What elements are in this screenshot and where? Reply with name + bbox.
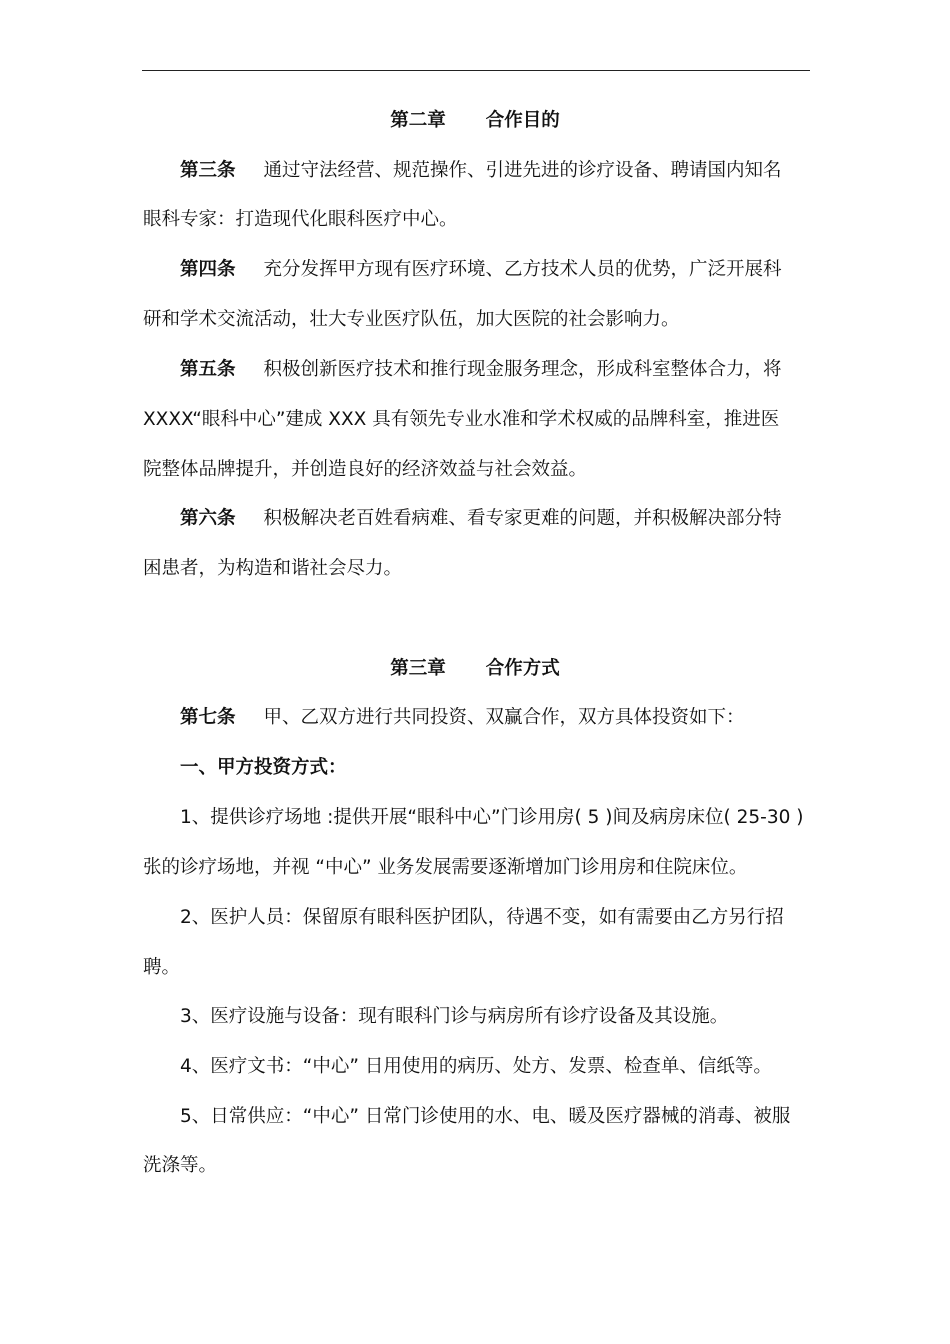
article-text: 甲、乙双方进行共同投资、双赢合作，双方具体投资如下： <box>263 707 745 728</box>
article-text: 充分发挥甲方现有医疗环境、乙方技术人员的优势，广泛开展科 <box>263 259 782 280</box>
chapter-title: 合作方式 <box>485 658 560 679</box>
chapter-2-heading <box>0 109 950 133</box>
article-text: 积极解决老百姓看病难、看专家更难的问题，并积极解决部分特 <box>263 508 782 529</box>
article-5 <box>180 358 860 382</box>
paragraph-line: 院整体品牌提升，并创造良好的经济效益与社会效益。 <box>143 459 588 480</box>
article-text: 积极创新医疗技术和推行现金服务理念，形成科室整体合力，将 <box>263 359 782 380</box>
article-6 <box>180 507 860 531</box>
item-4: 4、医疗文书：“中心” 日用使用的病历、处方、发票、检查单、信纸等。 <box>180 1056 772 1077</box>
paragraph-line: 张的诊疗场地，并视 “中心” 业务发展需要逐渐增加门诊用房和住院床位。 <box>143 857 748 878</box>
chapter-3-heading <box>0 657 950 681</box>
header-rule <box>142 70 810 71</box>
paragraph-line: 研和学术交流活动，壮大专业医疗队伍，加大医院的社会影响力。 <box>143 309 680 330</box>
article-4 <box>180 258 860 282</box>
paragraph-line: 洗涤等。 <box>143 1155 218 1176</box>
article-label: 第七条 <box>180 707 236 728</box>
article-3 <box>180 159 860 183</box>
paragraph-line: 聘。 <box>143 957 181 978</box>
party-a-heading: 一、甲方投资方式： <box>180 757 347 778</box>
article-label: 第三条 <box>180 160 236 181</box>
item-1: 1、提供诊疗场地 :提供开展“眼科中心”门诊用房( 5 )间及病房床位( 25-30 ) <box>180 807 804 828</box>
chapter-title: 合作目的 <box>485 110 560 131</box>
article-7 <box>180 706 860 730</box>
article-label: 第六条 <box>180 508 236 529</box>
paragraph-line: 困患者，为构造和谐社会尽力。 <box>143 558 403 579</box>
article-label: 第五条 <box>180 359 236 380</box>
article-label: 第四条 <box>180 259 236 280</box>
chapter-number: 第二章 <box>390 110 446 131</box>
paragraph-line: XXXX“眼科中心”建成 XXX 具有领先专业水准和学术权威的品牌科室，推进医 <box>143 409 780 430</box>
item-2: 2、医护人员：保留原有眼科医护团队，待遇不变，如有需要由乙方另行招 <box>180 907 784 928</box>
article-text: 通过守法经营、规范操作、引进先进的诊疗设备、聘请国内知名 <box>263 160 782 181</box>
item-3: 3、医疗设施与设备：现有眼科门诊与病房所有诊疗设备及其设施。 <box>180 1006 729 1027</box>
chapter-number: 第三章 <box>390 658 446 679</box>
paragraph-line: 眼科专家：打造现代化眼科医疗中心。 <box>143 209 458 230</box>
item-5: 5、日常供应：“中心” 日常门诊使用的水、电、暖及医疗器械的消毒、被服 <box>180 1106 791 1127</box>
